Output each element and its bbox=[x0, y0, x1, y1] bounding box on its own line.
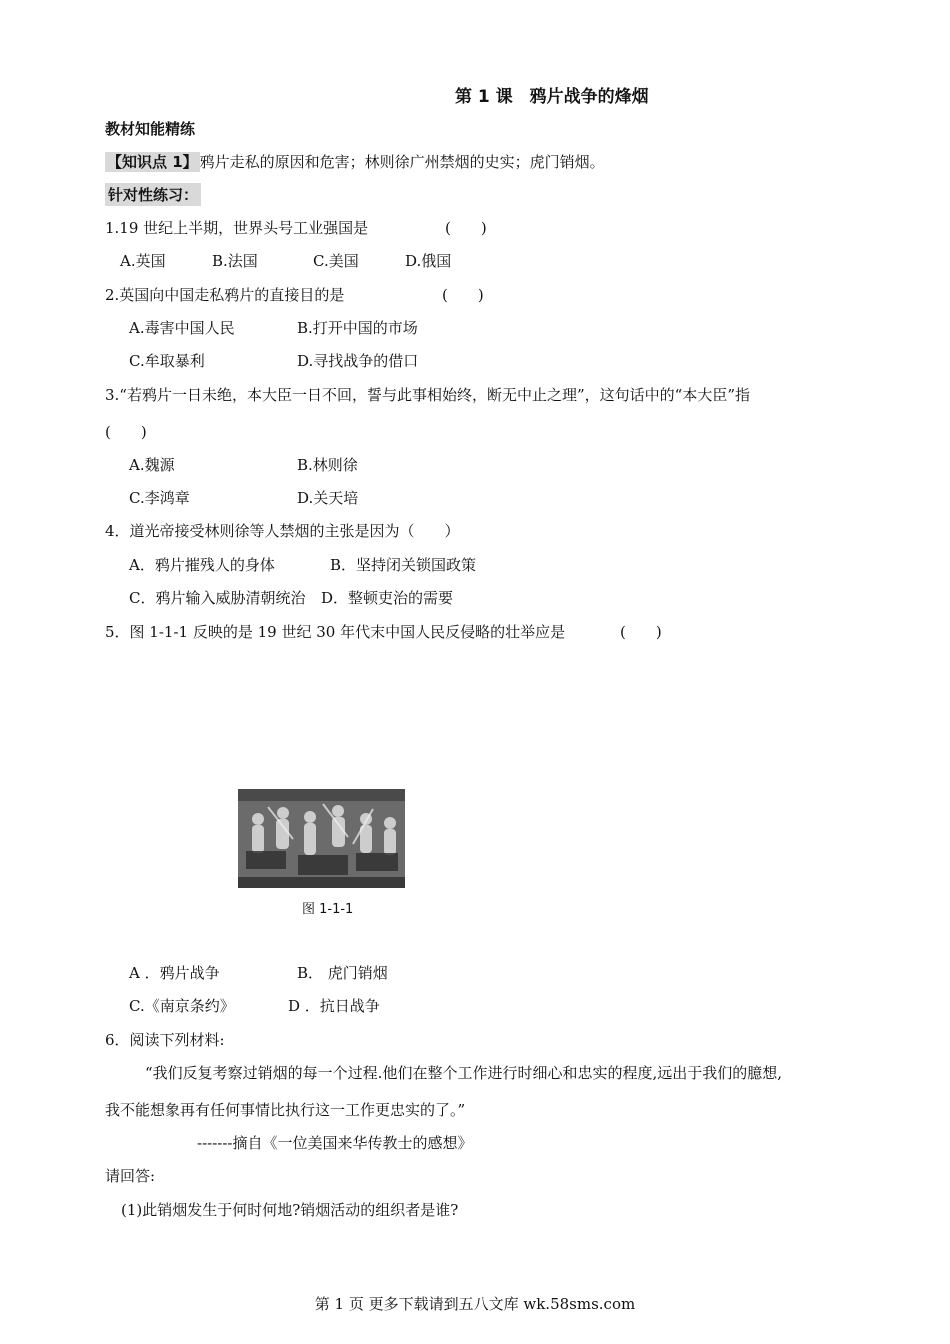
page-title: 第 1 课 鸦片战争的烽烟 bbox=[455, 87, 649, 107]
q4-option-d: D．整顿吏治的需要 bbox=[321, 589, 454, 607]
question-4-stem: 4．道光帝接受林则徐等人禁烟的主张是因为（ ） bbox=[105, 522, 460, 540]
question-2-stem: 2.英国向中国走私鸦片的直接目的是 bbox=[105, 286, 345, 304]
q1-option-c: C.美国 bbox=[313, 252, 359, 270]
q5-option-a: A ．鸦片战争 bbox=[129, 964, 220, 982]
q5-option-b: B． 虎门销烟 bbox=[297, 964, 388, 982]
knowledge-point bbox=[105, 151, 605, 172]
quote-line-1: “我们反复考察过销烟的每一个过程.他们在整个工作进行时细心和忠实的程度,远出于我们的臆想, bbox=[145, 1064, 782, 1082]
relief-sculpture-image bbox=[238, 789, 405, 888]
quote-line-2: 我不能想象再有任何事情比执行这一工作更忠实的了。” bbox=[105, 1101, 466, 1119]
q2-option-d: D.寻找战争的借口 bbox=[297, 352, 419, 370]
figure-caption: 图 1-1-1 bbox=[302, 902, 354, 917]
question-6-stem: 6．阅读下列材料: bbox=[105, 1031, 225, 1049]
q4-option-c: C．鸦片输入威胁清朝统治 bbox=[129, 589, 306, 607]
q1-option-a: A.英国 bbox=[120, 252, 166, 270]
question-3-stem: 3.“若鸦片一日未绝，本大臣一日不回，誓与此事相始终，断无中止之理”，这句话中的“本大臣”指 bbox=[105, 386, 750, 404]
section-heading: 教材知能精练 bbox=[105, 120, 196, 138]
q3-option-d: D.关天培 bbox=[297, 489, 359, 507]
sub-question-1: (1)此销烟发生于何时何地?销烟活动的组织者是谁? bbox=[121, 1201, 459, 1219]
knowledge-point-tag: 【知识点 1】 bbox=[107, 153, 198, 171]
q4-option-b: B．坚持闭关锁国政策 bbox=[330, 556, 477, 574]
q3-option-c: C.李鸿章 bbox=[129, 489, 190, 507]
q1-option-b: B.法国 bbox=[212, 252, 258, 270]
q2-option-a: A.毒害中国人民 bbox=[129, 319, 235, 337]
question-5-paren: ( ) bbox=[620, 623, 662, 641]
question-5-stem: 5．图 1-1-1 反映的是 19 世纪 30 年代末中国人民反侵略的壮举应是 bbox=[105, 623, 566, 641]
q5-option-d: D ．抗日战争 bbox=[288, 997, 380, 1015]
q5-option-c: C.《南京条约》 bbox=[129, 997, 235, 1015]
answer-prompt: 请回答: bbox=[105, 1167, 156, 1185]
question-2-paren: ( ) bbox=[442, 286, 484, 304]
question-1-paren: ( ) bbox=[445, 219, 487, 237]
q2-option-b: B.打开中国的市场 bbox=[297, 319, 418, 337]
q3-option-a: A.魏源 bbox=[129, 456, 175, 474]
q1-option-d: D.俄国 bbox=[405, 252, 452, 270]
quote-source: -------摘自《一位美国来华传教士的感想》 bbox=[197, 1134, 473, 1152]
q4-option-a: A．鸦片摧残人的身体 bbox=[129, 556, 275, 574]
question-1-stem: 1.19 世纪上半期，世界头号工业强国是 bbox=[105, 219, 369, 237]
q2-option-c: C.牟取暴利 bbox=[129, 352, 205, 370]
q3-option-b: B.林则徐 bbox=[297, 456, 358, 474]
question-3-paren: ( ) bbox=[105, 423, 147, 441]
knowledge-point-text: 鸦片走私的原因和危害；林则徐广州禁烟的史实；虎门销烟。 bbox=[199, 153, 605, 171]
practice-heading: 针对性练习： bbox=[105, 183, 201, 206]
page-footer: 第 1 页 更多下载请到五八文库 wk.58sms.com bbox=[314, 1295, 636, 1313]
